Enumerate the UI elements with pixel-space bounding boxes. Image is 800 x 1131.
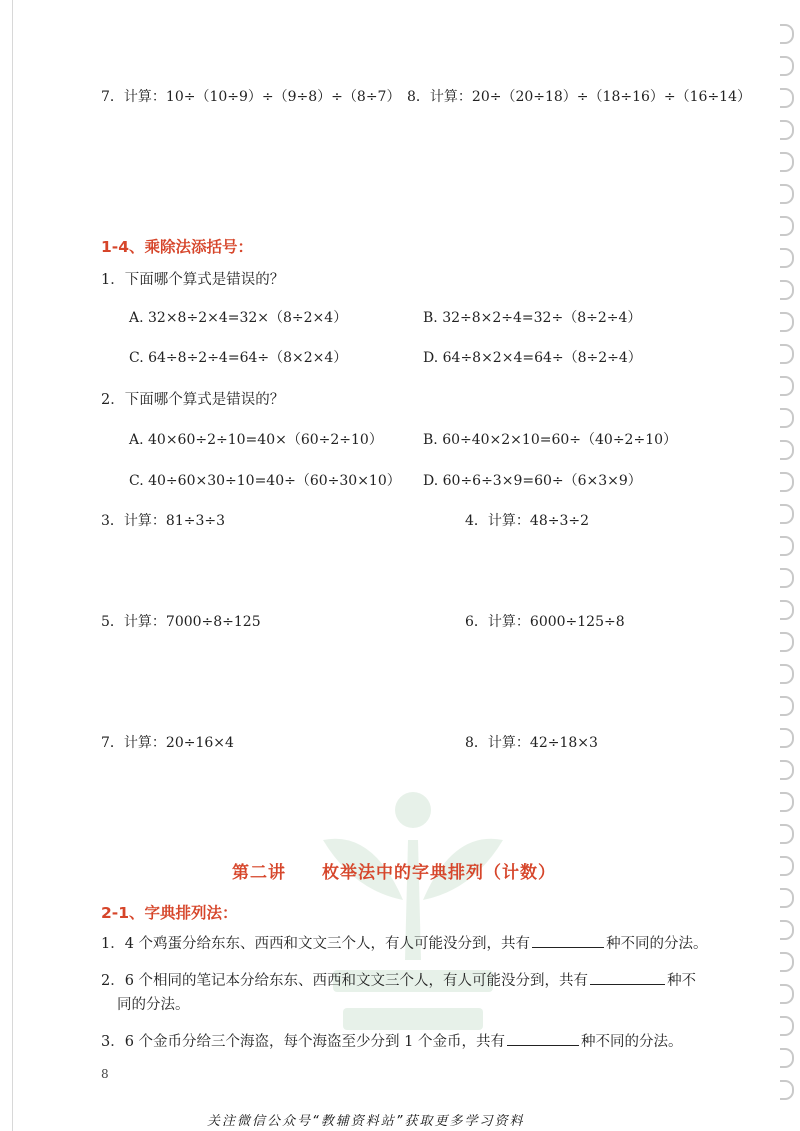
q1-option-a: A. 32×8÷2×4=32×（8÷2×4）: [129, 310, 348, 326]
binder-ring-icon: [780, 56, 794, 76]
lecture2-q3-text-after: 种不同的分法。: [581, 1034, 683, 1050]
binder-ring-icon: [780, 568, 794, 588]
lecture2-q2-text-after: 种不: [667, 973, 697, 989]
q2-option-c: C. 40÷60×30÷10=40÷（60÷30×10）: [129, 473, 401, 489]
q2-option-b: B. 60÷40×2×10=60÷（40÷2÷10）: [423, 432, 678, 448]
calc-problem-6: 6．计算：6000÷125÷8: [465, 614, 625, 630]
lecture2-question-1: [101, 932, 708, 953]
q2-option-d: D. 60÷6÷3×9=60÷（6×3×9）: [423, 473, 642, 489]
answer-blank-1[interactable]: [532, 933, 604, 948]
lecture2-question-2: [101, 969, 696, 990]
lecture2-question-3: [101, 1030, 683, 1051]
question-2-stem: 2．下面哪个算式是错误的？: [101, 392, 285, 408]
binder-ring-icon: [780, 344, 794, 364]
binder-ring-icon: [780, 984, 794, 1004]
binder-ring-icon: [780, 856, 794, 876]
binder-ring-icon: [780, 1016, 794, 1036]
calc-problem-7: 7．计算：20÷16×4: [101, 735, 234, 751]
binder-ring-icon: [780, 376, 794, 396]
binder-ring-icon: [780, 504, 794, 524]
lecture2-q3-text-before: 3．6 个金币分给三个海盗，每个海盗至少分到 1 个金币，共有: [101, 1034, 506, 1050]
binder-ring-icon: [780, 632, 794, 652]
binder-rings: [770, 0, 800, 1131]
answer-blank-2[interactable]: [590, 970, 665, 985]
binder-ring-icon: [780, 440, 794, 460]
page-number: 8: [101, 1067, 109, 1081]
answer-blank-3[interactable]: [507, 1031, 579, 1046]
lecture2-q2-line2: 同的分法。: [117, 997, 190, 1013]
binder-ring-icon: [780, 600, 794, 620]
lecture2-q1-text-before: 1．4 个鸡蛋分给东东、西西和文文三个人，有人可能没分到，共有: [101, 936, 531, 952]
binder-ring-icon: [780, 472, 794, 492]
binder-ring-icon: [780, 888, 794, 908]
binder-ring-icon: [780, 216, 794, 236]
binder-ring-icon: [780, 184, 794, 204]
question-1-stem: 1．下面哪个算式是错误的？: [101, 272, 285, 288]
q2-option-a: A. 40×60÷2÷10=40×（60÷2÷10）: [129, 432, 383, 448]
lecture2-q2-text-before: 2．6 个相同的笔记本分给东东、西西和文文三个人，有人可能没分到，共有: [101, 973, 589, 989]
problem-8-top: 8．计算：20÷（20÷18）÷（18÷16）÷（16÷14）: [407, 89, 751, 105]
binder-ring-icon: [780, 952, 794, 972]
binder-ring-icon: [780, 920, 794, 940]
calc-problem-3: 3．计算：81÷3÷3: [101, 513, 225, 529]
calc-problem-4: 4．计算：48÷3÷2: [465, 513, 589, 529]
binder-ring-icon: [780, 760, 794, 780]
problem-7-top: 7．计算：10÷（10÷9）÷（9÷8）÷（8÷7）: [101, 89, 401, 105]
binder-ring-icon: [780, 88, 794, 108]
binder-ring-icon: [780, 792, 794, 812]
binder-ring-icon: [780, 152, 794, 172]
binder-ring-icon: [780, 728, 794, 748]
binder-ring-icon: [780, 824, 794, 844]
lecture-2-title: 第二讲 枚举法中的字典排列（计数）: [232, 863, 556, 883]
section-heading-1-4: 1-4、乘除法添括号：: [101, 238, 254, 256]
binder-ring-icon: [780, 664, 794, 684]
watermark-logo-icon: [313, 770, 513, 1060]
binder-ring-icon: [780, 24, 794, 44]
binder-ring-icon: [780, 696, 794, 716]
lecture2-q1-text-after: 种不同的分法。: [606, 936, 708, 952]
binder-ring-icon: [780, 408, 794, 428]
binder-ring-icon: [780, 280, 794, 300]
binder-ring-icon: [780, 312, 794, 332]
binder-ring-icon: [780, 248, 794, 268]
q1-option-d: D. 64÷8×2×4=64÷（8÷2÷4）: [423, 350, 642, 366]
q1-option-b: B. 32÷8×2÷4=32÷（8÷2÷4）: [423, 310, 642, 326]
binder-ring-icon: [780, 536, 794, 556]
binder-ring-icon: [780, 1048, 794, 1068]
section-heading-2-1: 2-1、字典排列法：: [101, 904, 238, 922]
calc-problem-5: 5．计算：7000÷8÷125: [101, 614, 261, 630]
binder-ring-icon: [780, 1080, 794, 1100]
q1-option-c: C. 64÷8÷2÷4=64÷（8×2×4）: [129, 350, 348, 366]
binder-ring-icon: [780, 120, 794, 140]
footer-note: 关注微信公众号“教辅资料站”获取更多学习资料: [207, 1114, 525, 1129]
document-page: [12, 0, 771, 1131]
calc-problem-8: 8．计算：42÷18×3: [465, 735, 598, 751]
